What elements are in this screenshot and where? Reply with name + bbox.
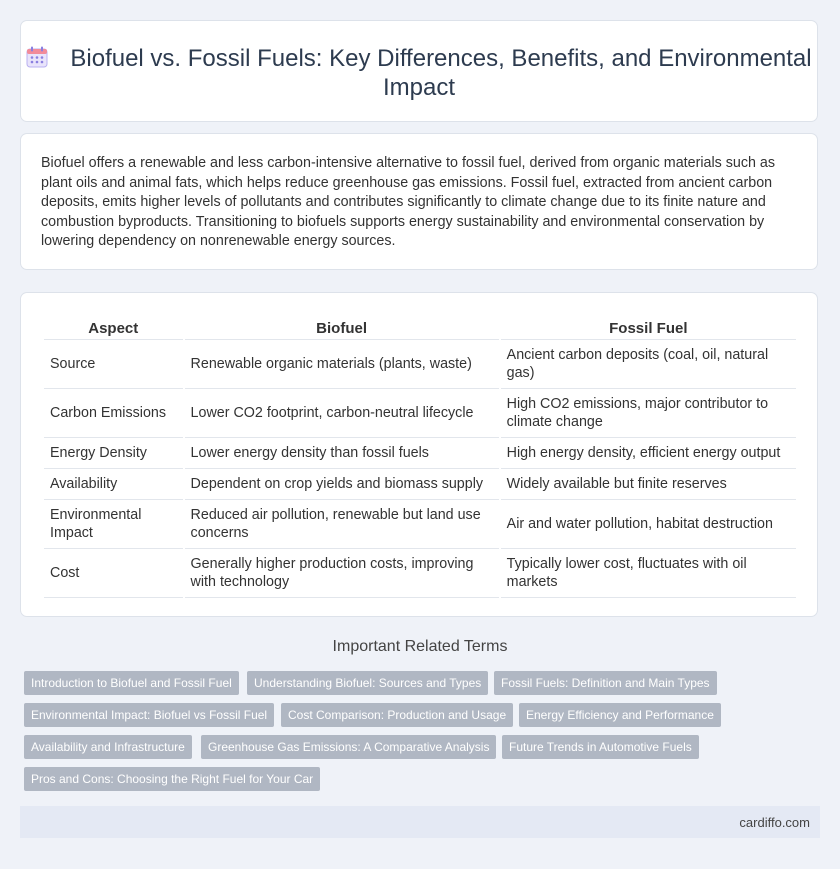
cell-biofuel: Dependent on crop yields and biomass supply <box>185 469 499 500</box>
cell-fossil-fuel: Widely available but finite reserves <box>501 469 796 500</box>
title-card <box>20 20 818 122</box>
cell-biofuel: Renewable organic materials (plants, waste) <box>185 340 499 389</box>
cell-biofuel: Generally higher production costs, improving with technology <box>185 549 499 598</box>
cell-fossil-fuel: High energy density, efficient energy output <box>501 438 796 469</box>
cell-aspect: Carbon Emissions <box>44 389 183 438</box>
cell-fossil-fuel: Ancient carbon deposits (coal, oil, natural gas) <box>501 340 796 389</box>
related-terms-title: Important Related Terms <box>332 638 508 655</box>
related-term-link[interactable]: Understanding Biofuel: Sources and Types <box>247 671 488 695</box>
footer-site: cardiffo.com <box>739 815 810 830</box>
related-term-link[interactable]: Fossil Fuels: Definition and Main Types <box>494 671 717 695</box>
table-row <box>44 340 796 389</box>
related-term-link[interactable]: Introduction to Biofuel and Fossil Fuel <box>24 671 239 695</box>
cell-aspect: Source <box>44 340 183 389</box>
cell-biofuel: Reduced air pollution, renewable but land use concerns <box>185 500 499 549</box>
cell-fossil-fuel: Typically lower cost, fluctuates with oil markets <box>501 549 796 598</box>
table-header-row <box>44 315 796 340</box>
cell-fossil-fuel: Air and water pollution, habitat destruction <box>501 500 796 549</box>
cell-fossil-fuel: High CO2 emissions, major contributor to climate change <box>501 389 796 438</box>
related-term-link[interactable]: Environmental Impact: Biofuel vs Fossil Fuel <box>24 703 274 727</box>
header-fossil-fuel: Fossil Fuel <box>501 315 796 340</box>
footer <box>20 806 820 838</box>
page-title: Biofuel vs. Fossil Fuels: Key Differences, Benefits, and Environmental Impact <box>70 45 812 101</box>
related-term-link[interactable]: Greenhouse Gas Emissions: A Comparative Analysis <box>201 735 496 759</box>
related-term-link[interactable]: Cost Comparison: Production and Usage <box>281 703 513 727</box>
calendar-icon <box>26 46 48 68</box>
header-biofuel: Biofuel <box>185 315 499 340</box>
related-term-link[interactable]: Pros and Cons: Choosing the Right Fuel for Your Car <box>24 767 320 791</box>
related-term-link[interactable]: Energy Efficiency and Performance <box>519 703 721 727</box>
comparison-table-card <box>20 292 818 617</box>
intro-card <box>20 133 818 270</box>
cell-aspect: Availability <box>44 469 183 500</box>
cell-biofuel: Lower energy density than fossil fuels <box>185 438 499 469</box>
cell-aspect: Environmental Impact <box>44 500 183 549</box>
table-row <box>44 549 796 598</box>
cell-aspect: Cost <box>44 549 183 598</box>
header-aspect: Aspect <box>44 315 183 340</box>
table-row <box>44 438 796 469</box>
related-term-link[interactable]: Future Trends in Automotive Fuels <box>502 735 699 759</box>
table-row <box>44 389 796 438</box>
table-row <box>44 469 796 500</box>
intro-paragraph: Biofuel offers a renewable and less carbon-intensive alternative to fossil fuel, derived from organic materials such as plant oils and animal fats, which helps reduce greenhouse gas emissions. Fossil fuel, extracted from ancient carbon deposits, emits higher levels of pollutants and contributes significantly to climate change due to its finite nature and combustion byproducts. Transitioning to biofuels supports energy sustainability and environmental conservation by lowering dependency on nonrenewable energy sources. <box>41 155 776 249</box>
related-term-link[interactable]: Availability and Infrastructure <box>24 735 192 759</box>
cell-biofuel: Lower CO2 footprint, carbon-neutral lifecycle <box>185 389 499 438</box>
cell-aspect: Energy Density <box>44 438 183 469</box>
comparison-table <box>42 315 798 598</box>
table-row <box>44 500 796 549</box>
